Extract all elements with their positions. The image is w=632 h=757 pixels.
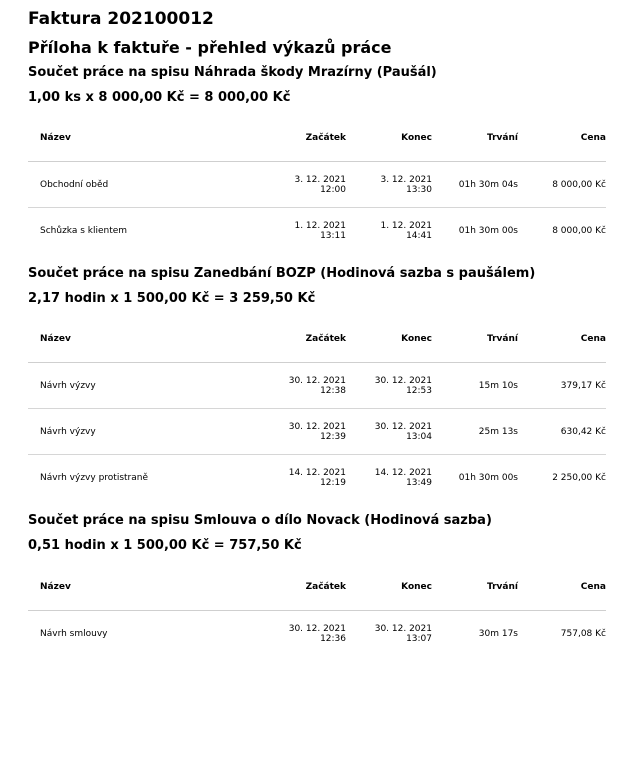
header-start: Začátek: [230, 564, 346, 611]
row-start: [230, 455, 346, 501]
table-row: [28, 611, 606, 657]
start-time: 12:38: [320, 385, 346, 396]
row-price: 379,17 Kč: [518, 363, 606, 409]
row-duration: 01h 30m 00s: [458, 225, 518, 236]
row-end: [346, 162, 432, 208]
start-time: 12:36: [320, 633, 346, 644]
table-row: [28, 455, 606, 501]
start-date: 3. 12. 2021: [294, 174, 346, 185]
start-date: 1. 12. 2021: [294, 220, 346, 231]
table-row: [28, 208, 606, 254]
section-title: Součet práce na spisu Zanedbání BOZP (Hodinová sazba s paušálem): [28, 266, 536, 281]
row-end: [346, 455, 432, 501]
table-row: [28, 409, 606, 455]
header-end: Konec: [346, 316, 432, 363]
end-date: 30. 12. 2021: [374, 375, 432, 386]
table-row: [28, 363, 606, 409]
header-name: Název: [28, 316, 230, 363]
end-time: 13:07: [406, 633, 432, 644]
row-name: Návrh výzvy: [28, 363, 230, 409]
row-name: Návrh smlouvy: [40, 628, 108, 639]
end-date: 30. 12. 2021: [374, 623, 432, 634]
row-start: [230, 162, 346, 208]
start-time: 12:39: [320, 431, 346, 442]
header-end: Konec: [346, 115, 432, 162]
row-price: 757,08 Kč: [560, 628, 606, 639]
row-start: [230, 409, 346, 455]
end-date: 1. 12. 2021: [380, 220, 432, 231]
header-name: Název: [28, 115, 230, 162]
end-time: 14:41: [406, 230, 432, 241]
end-date: 30. 12. 2021: [374, 421, 432, 432]
header-name: Název: [28, 564, 230, 611]
row-duration: 15m 10s: [432, 363, 518, 409]
end-date: 3. 12. 2021: [380, 174, 432, 185]
header-price: Cena: [518, 564, 606, 611]
header-duration: Trvání: [432, 115, 518, 162]
start-date: 30. 12. 2021: [288, 623, 346, 634]
table-row: [28, 162, 606, 208]
header-duration: Trvání: [432, 316, 518, 363]
work-table: [28, 316, 606, 500]
section-title: Součet práce na spisu Náhrada škody Mrazírny (Paušál): [28, 65, 437, 80]
row-end: [346, 611, 432, 657]
row-price: 630,42 Kč: [518, 409, 606, 455]
section-calculation: 2,17 hodin x 1 500,00 Kč = 3 259,50 Kč: [28, 291, 316, 306]
invoice-title: Faktura 202100012: [28, 9, 214, 29]
row-duration: 30m 17s: [478, 628, 518, 639]
header-price: Cena: [518, 316, 606, 363]
row-duration: 25m 13s: [432, 409, 518, 455]
header-duration: Trvání: [432, 564, 518, 611]
section-calculation: 0,51 hodin x 1 500,00 Kč = 757,50 Kč: [28, 538, 302, 553]
start-time: 12:19: [320, 477, 346, 488]
row-duration: 01h 30m 04s: [432, 162, 518, 208]
row-end: [346, 208, 432, 254]
table-header-row: [28, 115, 606, 162]
header-end: Konec: [346, 564, 432, 611]
row-name: Obchodní oběd: [28, 162, 230, 208]
row-start: [230, 208, 346, 254]
section-calculation: 1,00 ks x 8 000,00 Kč = 8 000,00 Kč: [28, 90, 291, 105]
header-start: Začátek: [230, 115, 346, 162]
start-date: 30. 12. 2021: [288, 375, 346, 386]
start-date: 30. 12. 2021: [288, 421, 346, 432]
row-name: Návrh výzvy protistraně: [40, 472, 148, 483]
row-end: [346, 363, 432, 409]
work-table: [28, 115, 606, 253]
header-start: Začátek: [230, 316, 346, 363]
row-price: 8 000,00 Kč: [552, 225, 606, 236]
end-time: 12:53: [406, 385, 432, 396]
work-section: [28, 266, 632, 500]
end-time: 13:49: [406, 477, 432, 488]
row-duration: 01h 30m 00s: [458, 472, 518, 483]
end-date: 14. 12. 2021: [374, 467, 432, 478]
table-header-row: [28, 316, 606, 363]
start-date: 14. 12. 2021: [288, 467, 346, 478]
work-table: [28, 564, 606, 656]
row-start: [230, 611, 346, 657]
work-section: [28, 513, 632, 656]
header-price: Cena: [518, 115, 606, 162]
row-name: Schůzka s klientem: [40, 225, 128, 236]
row-name: Návrh výzvy: [28, 409, 230, 455]
start-time: 12:00: [320, 184, 346, 195]
work-section: [28, 65, 632, 253]
start-time: 13:11: [320, 230, 346, 241]
section-title: Součet práce na spisu Smlouva o dílo Novack (Hodinová sazba): [28, 513, 492, 528]
table-header-row: [28, 564, 606, 611]
row-end: [346, 409, 432, 455]
row-price: 8 000,00 Kč: [518, 162, 606, 208]
end-time: 13:04: [406, 431, 432, 442]
row-start: [230, 363, 346, 409]
end-time: 13:30: [406, 184, 432, 195]
appendix-title: Příloha k faktuře - přehled výkazů práce: [28, 38, 392, 57]
row-price: 2 250,00 Kč: [552, 472, 606, 483]
